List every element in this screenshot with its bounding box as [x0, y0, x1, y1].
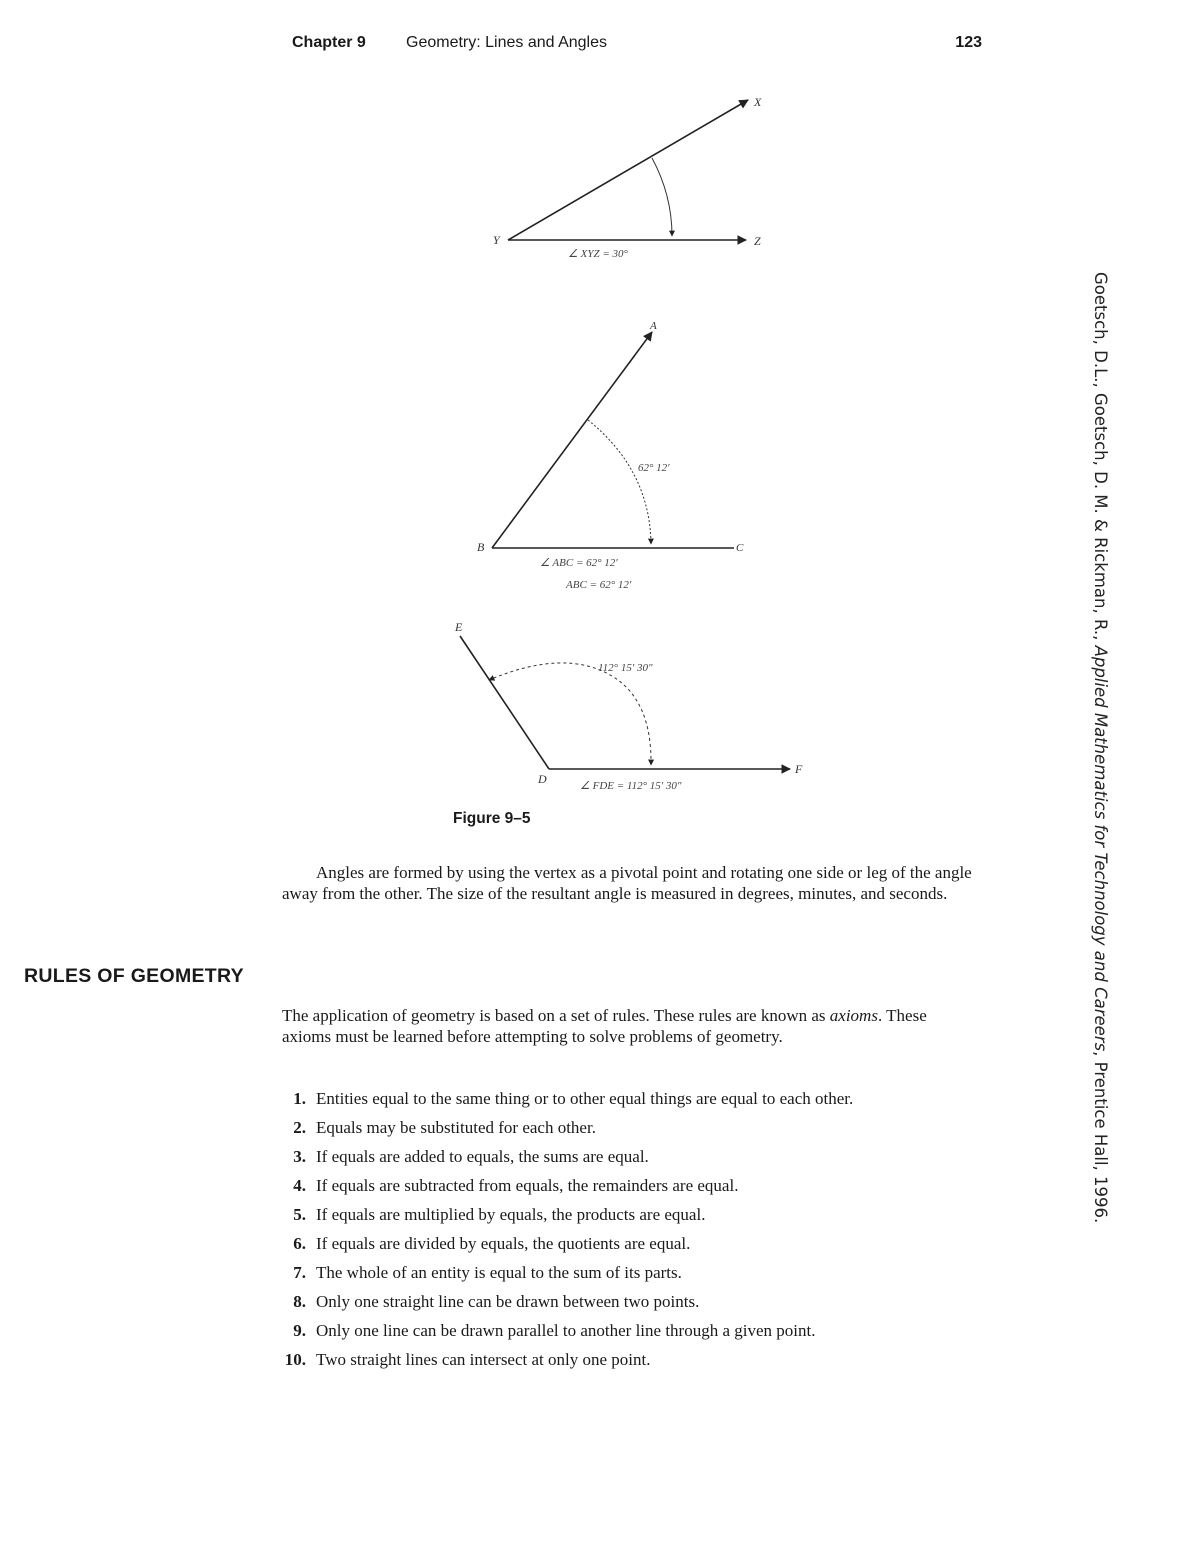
measure-xyz: ∠ XYZ = 30° — [568, 248, 628, 260]
rule-text: Only one line can be drawn parallel to another line through a given point. — [316, 1321, 816, 1340]
measure-fde: ∠ FDE = 112° 15′ 30″ — [580, 780, 682, 792]
rule-text: Equals may be substituted for each other. — [316, 1118, 596, 1137]
axioms-term: axioms — [829, 1006, 878, 1025]
rule-item — [282, 1088, 976, 1109]
rule-number: 1. — [293, 1089, 306, 1108]
angle-arc-xyz — [652, 158, 672, 236]
label-z: Z — [754, 234, 761, 248]
ray-ba — [492, 332, 652, 548]
arc-label-abc: 62° 12′ — [638, 462, 670, 474]
rule-text: If equals are divided by equals, the quotients are equal. — [316, 1234, 691, 1253]
rule-number: 5. — [293, 1205, 306, 1224]
label-b: B — [477, 540, 485, 554]
rules-list — [282, 1088, 976, 1378]
paragraph-angles: Angles are formed by using the vertex as a pivotal point and rotating one side or leg of the angle away from the other. The size of the resultant angle is measured in degrees, minutes, and seconds. — [282, 863, 972, 903]
rule-item — [282, 1146, 976, 1167]
rule-number: 9. — [293, 1321, 306, 1340]
label-x: X — [754, 95, 762, 109]
rule-number: 7. — [293, 1263, 306, 1282]
rule-item — [282, 1349, 976, 1370]
ray-de — [460, 636, 549, 769]
label-c: C — [736, 542, 744, 554]
section-heading: RULES OF GEOMETRY — [24, 965, 244, 987]
rule-text: Two straight lines can intersect at only one point. — [316, 1350, 651, 1369]
measure-abc-1: ∠ ABC = 62° 12′ — [540, 557, 618, 569]
label-a: A — [650, 320, 657, 332]
axioms-rest: . These axioms must be learned before attempting to solve problems of geometry. — [282, 1006, 927, 1046]
rule-item — [282, 1204, 976, 1225]
page-number: 123 — [955, 34, 982, 51]
rule-number: 8. — [293, 1292, 306, 1311]
rule-text: If equals are added to equals, the sums are equal. — [316, 1147, 649, 1166]
chapter-title: Geometry: Lines and Angles — [406, 34, 608, 51]
measure-abc-2: ABC = 62° 12′ — [566, 579, 632, 591]
rule-text: If equals are multiplied by equals, the products are equal. — [316, 1205, 706, 1224]
arc-label-fde: 112° 15′ 30″ — [598, 662, 653, 674]
citation-publisher: , Prentice Hall, 1996. — [1091, 1051, 1110, 1224]
figure-caption: Figure 9–5 — [453, 810, 531, 827]
rule-item — [282, 1291, 976, 1312]
label-f: F — [795, 762, 803, 776]
rule-number: 4. — [293, 1176, 306, 1195]
rule-item — [282, 1233, 976, 1254]
rule-text: Entities equal to the same thing or to other equal things are equal to each other. — [316, 1089, 854, 1108]
axioms-intro: The application of geometry is based on a set of rules. These rules are known as — [282, 1006, 830, 1025]
label-y: Y — [493, 233, 500, 247]
citation-book-title: Applied Mathematics for Technology and Careers — [1091, 645, 1110, 1052]
rule-item — [282, 1262, 976, 1283]
angle-arc-abc — [588, 420, 651, 544]
diagram-xyz — [493, 95, 762, 260]
rule-text: The whole of an entity is equal to the sum of its parts. — [316, 1263, 682, 1282]
paragraph-axioms — [282, 1005, 976, 1047]
rule-text: Only one straight line can be drawn between two points. — [316, 1292, 700, 1311]
label-d: D — [538, 772, 547, 786]
citation-authors: Goetsch, D.L., Goetsch, D. M. & Rickman, R., — [1091, 272, 1110, 646]
label-e: E — [455, 620, 463, 634]
rule-item — [282, 1320, 976, 1341]
diagram-fde — [454, 620, 803, 792]
rule-number: 3. — [293, 1147, 306, 1166]
chapter-label: Chapter 9 — [292, 34, 366, 51]
angle-arc-fde — [489, 663, 651, 765]
rule-number: 10. — [284, 1350, 306, 1369]
rule-text: If equals are subtracted from equals, the remainders are equal. — [316, 1176, 739, 1195]
rule-item — [282, 1117, 976, 1138]
rule-number: 6. — [293, 1234, 306, 1253]
rule-number: 2. — [293, 1118, 306, 1137]
ray-yx — [508, 100, 748, 240]
diagram-abc — [477, 320, 744, 591]
rule-item — [282, 1175, 976, 1196]
